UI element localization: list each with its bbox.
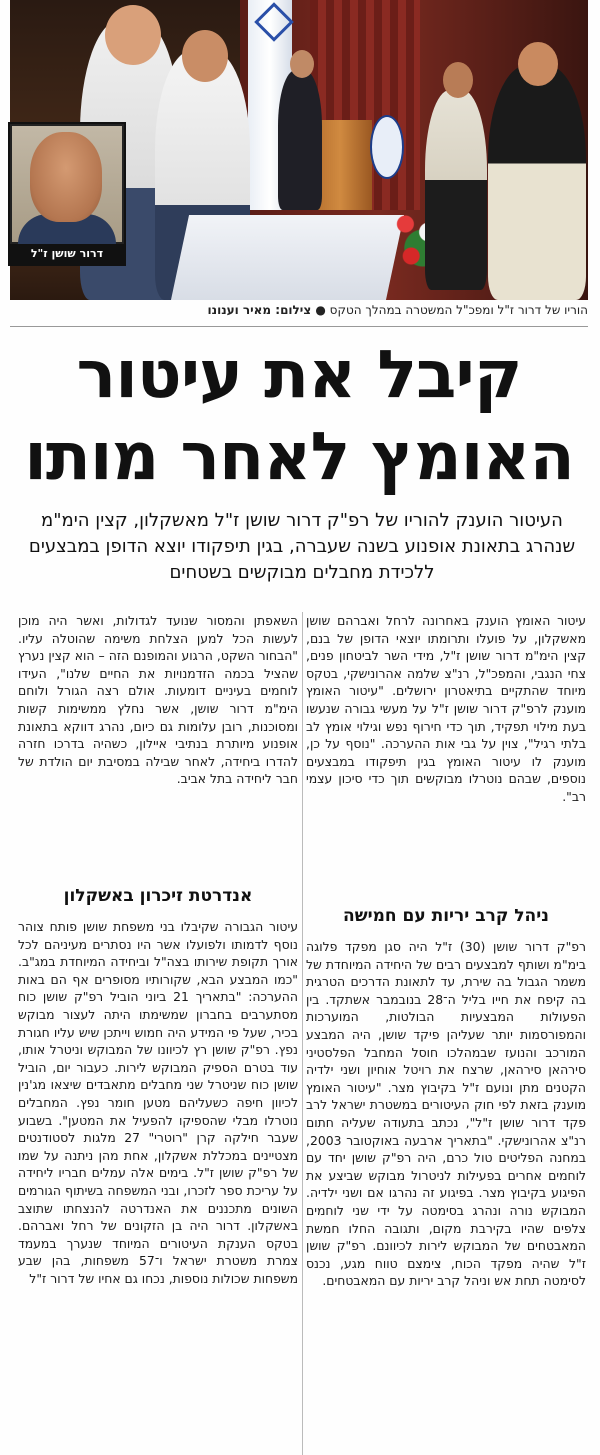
police-emblem xyxy=(370,115,404,179)
subheading-left: אנדרטת זיכרון באשקלון xyxy=(63,886,253,906)
column-left-bottom xyxy=(18,918,298,1455)
portrait-face xyxy=(30,132,102,222)
article-subtitle: העיטור הוענק להוריו של רפ"ק דרור שושן ז"ל מאשקלון, קצין הימ"מ שנהרג בתאונת אופנוע בשנה שעברה, בגין תיפקודו יוצא הדופן במבצעים ללכידת מחבלים מבוקשים בשטחים xyxy=(28,510,576,583)
photo-credit: צילום: מאיר וענונו xyxy=(207,303,312,317)
divider xyxy=(10,326,588,327)
column-right-bottom xyxy=(306,938,586,1455)
paragraph: עיטור האומץ הוענק באחרונה לרחל ואברהם שושן מאשקלון, על פועלו ותרומתו יוצאי הדופן של בנם, קצין הימ"מ דרור שושן ז"ל, מידי השר לביטחון פנים, צחי הנגבי, והמפכ"ל, רנ"צ שלמה אהרונישקי, בטקס מיוחד שהתקיים בתיאטרון ירושלים. "עיטור האומץ מוענק לרפ"ק דרור שושן ז"ל על מעשי גבורה שנעשו בעת מילוי תפקיד, תוך כדי חירוף נפש וגילוי אומץ לב בלתי רגיל", צוין על גבי אות ההערכה. "נוסף על כן, מוענק לו עיטור האומץ בגין תיפקודו במבצעים נוספים, שבהם נוטרלו מבוקשים תוך כדי סיכון עצמי רב". xyxy=(306,613,586,804)
column-divider xyxy=(302,612,303,1455)
paragraph: רפ"ק דרור שושן (30) ז"ל היה סגן מפקד פלוגה בימ"מ ושותף למבצעים רבים של היחידה המיוחדת של משמר הגבול בה שירת, עד לתאונת הדרכים הטרגית בה קיפח את חייו בליל ה־28 בנובמבר אשתקד. בין הפעולות המבצעיות הבולטות, המוערכות והמפורסמות יותר שעליהן פיקד שושן, היה המבצע המורכב והנועז שבמהלכו חוסל המחבל הפלסטיני סירהאן סירהאן, שרצח את רויטל אוחיון ושני ילדיה הקטנים מתן ונועם ז"ל בקיבוץ מצר. "עיטור האומץ מוענק בזאת לפי חוק העיטורים במשטרת ישראל לרב פקד דרור שושן ז"ל", נכתב בתעודה שעליה חתום רנ"צ אהרונישקי. "בתאריך ארבעה באוקטובר 2003, במחנה הפליטים טול כרם, היה רפ"ק שושן יחד עם לוחמים אחרים בפעילות לניטרול מבוקש שביצע את הפיגוע בקיבוץ מצר. בפיגוע זה נהרגו אם ושני ילדיה. המבוקש נורה ונהרג בסימטה על ידי שני לוחמים צלפים שהיו בקירבת מקום, ותגובה החלו חמשת המאבטחים של המבוקש לירות לכיוונם. רפ"ק שושן ז"ל שהיה מפקד הכוח, צימצם טווח מגע, נכנס לסימטה תחת אש וניהל קרב יריות עם המאבטחים. xyxy=(306,939,586,1289)
portrait-caption: דרור שושן ז"ל xyxy=(10,244,124,264)
column-right-top xyxy=(306,612,586,912)
paragraph: עיטור הגבורה שקיבלו בני משפחת שושן פותח צוהר נוסף לדמותו ולפועלו אשר היו נסתרים מעיניהם לכל אורך תקופת שירותו בצה"ל וביחידה המיוחדת במג"ב. "כמו המבצע הבא, שקורותיו מסופרים אף הם באות ההערכה: "בתאריך 21 ביוני הוביל רפ"ק שושן כוח מסתערבים בחברון שמשימתו היתה לעצור מבוקש בכיר, שעל פי המידע היה חמוש וייתכן שיש עליו חגורת נפץ. רפ"ק שושן רץ לכיוונו של המבוקש וניטרל אותו, עוד בטרם הספיק המבוקש לירות. כעבור יום, הוביל שושן כוח שניטרל שני מחבלים מתאבדים שיצאו מג'נין לכיוון חיפה כשעליהם מטען חומר נפץ. המחבלים נוטרלו מבלי שהספיקו להפעיל את המטען". בשבוע שעבר חילקה קרן "רוטרי" 27 מלגות לסטודנטים מצטיינים במכללת אשקלון, אחת מהן ניתנה על שמו של רפ"ק שושן ז"ל. בימים אלה עמלים חבריו ליחידה על עריכת ספר לזכרו, ובני המשפחה בשיתוף הגורמים השונים מתכננים את האנדרטה להנצחתו שתוצב באשקלון. דרור היה בן הזקונים של רחל ואברהם. בטקס הענקת העיטורים המיוחד שנערך במעמד צמרת משטרת ישראל ו־57 משפחות, בהן שבע משפחות שכולות נוספות, נכחו גם אחיו של דרור ז"ל xyxy=(18,919,298,1286)
portrait-inset xyxy=(8,122,126,266)
column-left-top xyxy=(18,612,298,872)
subheading-right: ניהל קרב יריות עם חמישה xyxy=(343,906,549,926)
headline-line-2: האומץ לאחר מותו xyxy=(24,418,574,495)
paragraph: השאפתן והמסור שנועד לגדולות, ואשר היה מוכן לעשות הכל למען הצלחת משימה שהוטלה עליו. "הבחור השקט, הרגוע והמופנם הזה – הוא קצין נערץ שהציל בכמה הזדמנויות את החיים שלנו", העידו לוחמים בעיניים דומעות. אולם רצה הגורל ולוחם הימ"מ דרור שושן, אשר נחלץ ממשימות קשות ומסוכנות, רובן עלומות גם כיום, נהרג דווקא בתאונת אופנוע מיותרת בנתיבי איילון, כשהיה בדרכו חזרה להדרו ביחידה, לאחר שבילה במסיבת יום הולדת של חבר ליחידה בתל אביב. xyxy=(18,613,298,787)
photo-caption-text: הוריו של דרור ז"ל ומפכ"ל המשטרה במהלך הטקס xyxy=(329,303,588,317)
headline-line-1: קיבל את עיטור xyxy=(76,336,522,413)
ceremony-table xyxy=(171,215,404,300)
photo-caption: הוריו של דרור ז"ל ומפכ"ל המשטרה במהלך הטקס ● צילום: מאיר וענונו xyxy=(207,303,588,317)
